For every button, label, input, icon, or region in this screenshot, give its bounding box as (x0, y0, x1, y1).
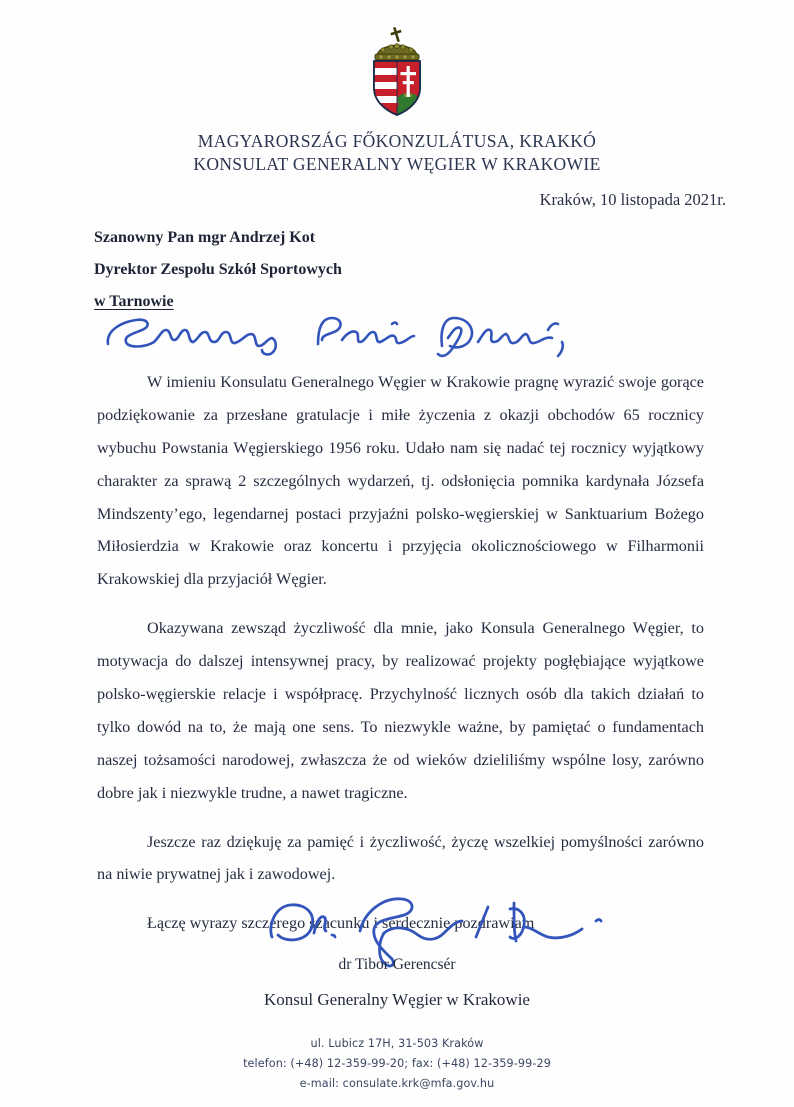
letterhead-line-hungarian: MAGYARORSZÁG FŐKONZULÁTUSA, KRAKKÓ (197, 131, 597, 151)
emblem-container (0, 22, 794, 123)
body-paragraph-3: Jeszcze raz dziękuję za pamięć i życzliwość, życzę wszelkiej pomyślności zarówno na niwie prywatnej jak i zawodowej. (97, 832, 704, 884)
addressee-name: Szanowny Pan mgr Andrzej Kot (94, 229, 316, 246)
addressee-city: w Tarnowie (94, 293, 174, 310)
footer-email: e-mail: consulate.krk@mfa.gov.hu (299, 1076, 495, 1090)
body-paragraph-1: W imieniu Konsulatu Generalnego Węgier w Krakowie pragnę wyrazić swoje gorące podziękowanie za przesłane gratulacje i miłe życzenia z okazji obchodów 65 rocznicy wybuchu Powstania Węgierskiego 1956 roku. Udało nam się nadać tej rocznicy wyjątkowy charakter za sprawą 2 szczególnych wydarzeń, tj. odsłonięcia pomnika kardynała Józsefa Mindszenty’ego, legendarnej postaci przyjaźni polsko-węgierskiej w Sanktuarium Bożego Miłosierdzia w Krakowie oraz koncertu i przyjęcia okolicznościowego w Filharmonii Krakowskiej dla przyjaciół Węgier. (97, 373, 704, 589)
letterhead-title (0, 130, 794, 176)
body-closing-line: Łączę wyrazy szczerego szacunku i serdecznie pozdrawiam (147, 914, 535, 933)
letter-body (97, 366, 704, 940)
hungarian-coat-of-arms-icon (361, 22, 433, 118)
footer-phone-fax: telefon: (+48) 12-359-99-20; fax: (+48) 12-359-99-29 (243, 1056, 551, 1070)
date-line: Kraków, 10 listopada 2021r. (539, 190, 726, 209)
footer-address: ul. Lubicz 17H, 31-503 Kraków (310, 1037, 484, 1050)
addressee-position: Dyrektor Zespołu Szkół Sportowych (94, 261, 342, 278)
signature-name: dr Tibor Gerencsér (338, 956, 456, 973)
footer-contact-block (0, 1034, 794, 1094)
handwritten-salutation (96, 296, 566, 358)
letterhead-line-polish: KONSULAT GENERALNY WĘGIER W KRAKOWIE (193, 153, 601, 174)
signature-title: Konsul Generalny Węgier w Krakowie (264, 990, 530, 1009)
body-paragraph-2: Okazywana zewsząd życzliwość dla mnie, jako Konsula Generalnego Węgier, to motywacja do dalszej intensywnej pracy, by realizować projekty pogłębiające wyjątkowe polsko-węgierskie relacje i współpracę. Przychylność licznych osób dla takich działań to tylko dowód na to, że mają one sens. To niezwykle ważne, by pamiętać o fundamentach naszej tożsamości narodowej, zwłaszcza że od wieków dzieliliśmy wspólne losy, zarówno dobre jak i niezwykle trudne, a nawet tragiczne. (97, 619, 704, 802)
handwritten-salutation-ink (96, 296, 566, 358)
